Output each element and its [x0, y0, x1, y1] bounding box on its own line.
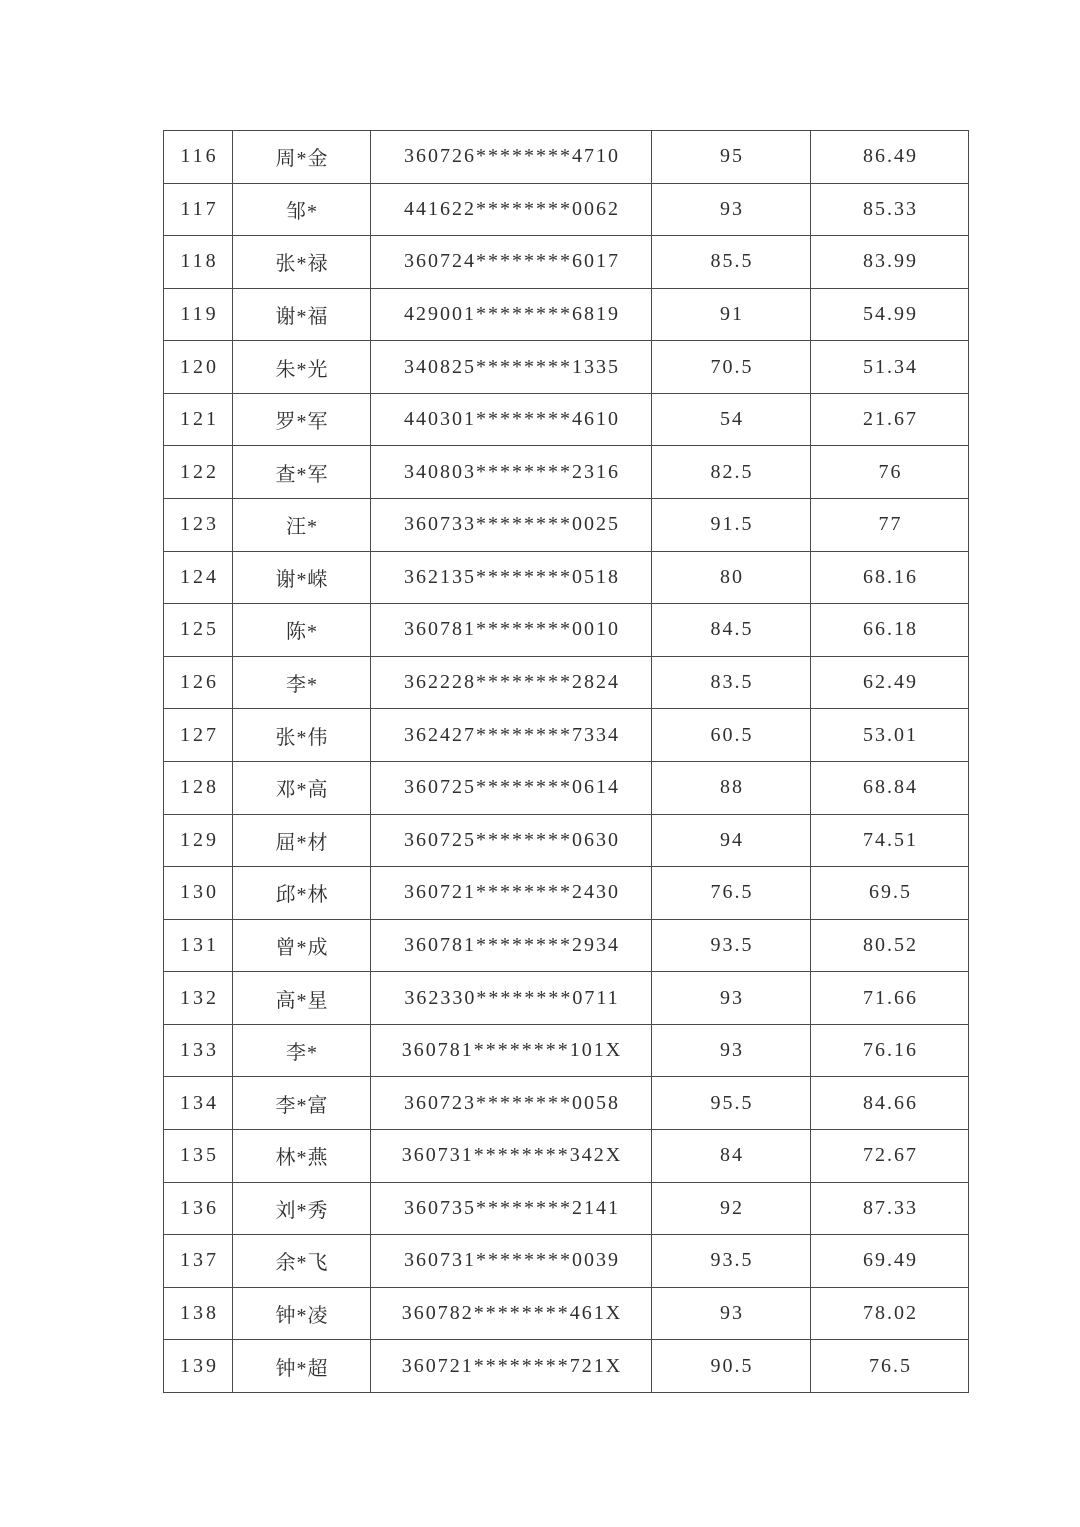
score2-cell: 84.66: [811, 1077, 969, 1130]
name-cell: 陈*: [233, 604, 371, 657]
score1-cell: 93: [652, 1024, 811, 1077]
score1-cell: 94: [652, 814, 811, 867]
name-cell: 林*燕: [233, 1129, 371, 1182]
name-cell: 李*: [233, 1024, 371, 1077]
score1-cell: 76.5: [652, 867, 811, 920]
score1-cell: 95: [652, 131, 811, 184]
score1-cell: 91.5: [652, 499, 811, 552]
row-number-cell: 131: [164, 919, 233, 972]
score2-cell: 69.49: [811, 1235, 969, 1288]
table-row: [164, 1287, 969, 1340]
row-number-cell: 122: [164, 446, 233, 499]
row-number-cell: 128: [164, 761, 233, 814]
score2-cell: 62.49: [811, 656, 969, 709]
table-row: [164, 131, 969, 184]
name-cell: 朱*光: [233, 341, 371, 394]
table-row: [164, 656, 969, 709]
name-cell: 李*富: [233, 1077, 371, 1130]
name-cell: 周*金: [233, 131, 371, 184]
table-row: [164, 1129, 969, 1182]
id-number-cell: 360781********2934: [371, 919, 652, 972]
name-cell: 高*星: [233, 972, 371, 1025]
name-cell: 钟*凌: [233, 1287, 371, 1340]
score1-cell: 93.5: [652, 1235, 811, 1288]
table-row: [164, 919, 969, 972]
table-row: [164, 761, 969, 814]
id-number-cell: 340803********2316: [371, 446, 652, 499]
table-row: [164, 1077, 969, 1130]
table-row: [164, 446, 969, 499]
table-row: [164, 1024, 969, 1077]
table-row: [164, 1235, 969, 1288]
score2-cell: 78.02: [811, 1287, 969, 1340]
name-cell: 曾*成: [233, 919, 371, 972]
score2-cell: 68.84: [811, 761, 969, 814]
score2-cell: 21.67: [811, 393, 969, 446]
score2-cell: 76.5: [811, 1340, 969, 1393]
id-number-cell: 362427********7334: [371, 709, 652, 762]
score2-cell: 66.18: [811, 604, 969, 657]
name-cell: 罗*军: [233, 393, 371, 446]
name-cell: 邓*高: [233, 761, 371, 814]
score2-cell: 74.51: [811, 814, 969, 867]
row-number-cell: 133: [164, 1024, 233, 1077]
score2-cell: 86.49: [811, 131, 969, 184]
id-number-cell: 360731********342X: [371, 1129, 652, 1182]
score2-cell: 76: [811, 446, 969, 499]
name-cell: 张*禄: [233, 236, 371, 289]
name-cell: 刘*秀: [233, 1182, 371, 1235]
name-cell: 张*伟: [233, 709, 371, 762]
id-number-cell: 362330********0711: [371, 972, 652, 1025]
score1-cell: 84: [652, 1129, 811, 1182]
score2-cell: 68.16: [811, 551, 969, 604]
table-row: [164, 1182, 969, 1235]
row-number-cell: 120: [164, 341, 233, 394]
score1-cell: 92: [652, 1182, 811, 1235]
row-number-cell: 130: [164, 867, 233, 920]
row-number-cell: 134: [164, 1077, 233, 1130]
name-cell: 李*: [233, 656, 371, 709]
table-row: [164, 183, 969, 236]
score1-cell: 91: [652, 288, 811, 341]
row-number-cell: 123: [164, 499, 233, 552]
score2-cell: 85.33: [811, 183, 969, 236]
row-number-cell: 126: [164, 656, 233, 709]
id-number-cell: 362135********0518: [371, 551, 652, 604]
score2-cell: 87.33: [811, 1182, 969, 1235]
row-number-cell: 139: [164, 1340, 233, 1393]
score2-cell: 83.99: [811, 236, 969, 289]
table-row: [164, 551, 969, 604]
table-row: [164, 236, 969, 289]
id-number-cell: 360781********0010: [371, 604, 652, 657]
row-number-cell: 119: [164, 288, 233, 341]
score2-cell: 76.16: [811, 1024, 969, 1077]
table-row: [164, 867, 969, 920]
id-number-cell: 360735********2141: [371, 1182, 652, 1235]
id-number-cell: 440301********4610: [371, 393, 652, 446]
id-number-cell: 360726********4710: [371, 131, 652, 184]
score1-cell: 83.5: [652, 656, 811, 709]
score2-cell: 51.34: [811, 341, 969, 394]
score1-cell: 54: [652, 393, 811, 446]
score1-cell: 93: [652, 183, 811, 236]
score1-cell: 85.5: [652, 236, 811, 289]
row-number-cell: 121: [164, 393, 233, 446]
score1-cell: 93: [652, 972, 811, 1025]
id-number-cell: 360721********2430: [371, 867, 652, 920]
name-cell: 邹*: [233, 183, 371, 236]
id-number-cell: 441622********0062: [371, 183, 652, 236]
row-number-cell: 125: [164, 604, 233, 657]
score1-cell: 93.5: [652, 919, 811, 972]
score1-cell: 88: [652, 761, 811, 814]
score2-cell: 72.67: [811, 1129, 969, 1182]
name-cell: 谢*嵘: [233, 551, 371, 604]
score2-cell: 80.52: [811, 919, 969, 972]
id-number-cell: 360721********721X: [371, 1340, 652, 1393]
score2-cell: 69.5: [811, 867, 969, 920]
id-number-cell: 362228********2824: [371, 656, 652, 709]
row-number-cell: 118: [164, 236, 233, 289]
score1-cell: 60.5: [652, 709, 811, 762]
id-number-cell: 360725********0614: [371, 761, 652, 814]
row-number-cell: 137: [164, 1235, 233, 1288]
id-number-cell: 360723********0058: [371, 1077, 652, 1130]
id-number-cell: 340825********1335: [371, 341, 652, 394]
row-number-cell: 132: [164, 972, 233, 1025]
score1-cell: 95.5: [652, 1077, 811, 1130]
name-cell: 查*军: [233, 446, 371, 499]
table-row: [164, 709, 969, 762]
score1-cell: 80: [652, 551, 811, 604]
score2-cell: 53.01: [811, 709, 969, 762]
table-row: [164, 341, 969, 394]
score1-cell: 93: [652, 1287, 811, 1340]
row-number-cell: 138: [164, 1287, 233, 1340]
name-cell: 谢*福: [233, 288, 371, 341]
table-row: [164, 1340, 969, 1393]
table-row: [164, 393, 969, 446]
id-number-cell: 360731********0039: [371, 1235, 652, 1288]
score1-cell: 70.5: [652, 341, 811, 394]
id-number-cell: 429001********6819: [371, 288, 652, 341]
table-row: [164, 604, 969, 657]
score2-cell: 54.99: [811, 288, 969, 341]
id-number-cell: 360724********6017: [371, 236, 652, 289]
row-number-cell: 116: [164, 131, 233, 184]
row-number-cell: 117: [164, 183, 233, 236]
row-number-cell: 136: [164, 1182, 233, 1235]
row-number-cell: 127: [164, 709, 233, 762]
row-number-cell: 124: [164, 551, 233, 604]
row-number-cell: 135: [164, 1129, 233, 1182]
id-number-cell: 360733********0025: [371, 499, 652, 552]
score1-cell: 84.5: [652, 604, 811, 657]
name-cell: 钟*超: [233, 1340, 371, 1393]
table-row: [164, 288, 969, 341]
score2-cell: 77: [811, 499, 969, 552]
row-number-cell: 129: [164, 814, 233, 867]
table-row: [164, 972, 969, 1025]
table-row: [164, 814, 969, 867]
score2-cell: 71.66: [811, 972, 969, 1025]
name-cell: 屈*材: [233, 814, 371, 867]
id-number-cell: 360725********0630: [371, 814, 652, 867]
id-number-cell: 360781********101X: [371, 1024, 652, 1077]
name-cell: 邱*林: [233, 867, 371, 920]
name-cell: 余*飞: [233, 1235, 371, 1288]
score1-cell: 82.5: [652, 446, 811, 499]
id-number-cell: 360782********461X: [371, 1287, 652, 1340]
table-row: [164, 499, 969, 552]
name-cell: 汪*: [233, 499, 371, 552]
score-table: [163, 130, 969, 1393]
score1-cell: 90.5: [652, 1340, 811, 1393]
